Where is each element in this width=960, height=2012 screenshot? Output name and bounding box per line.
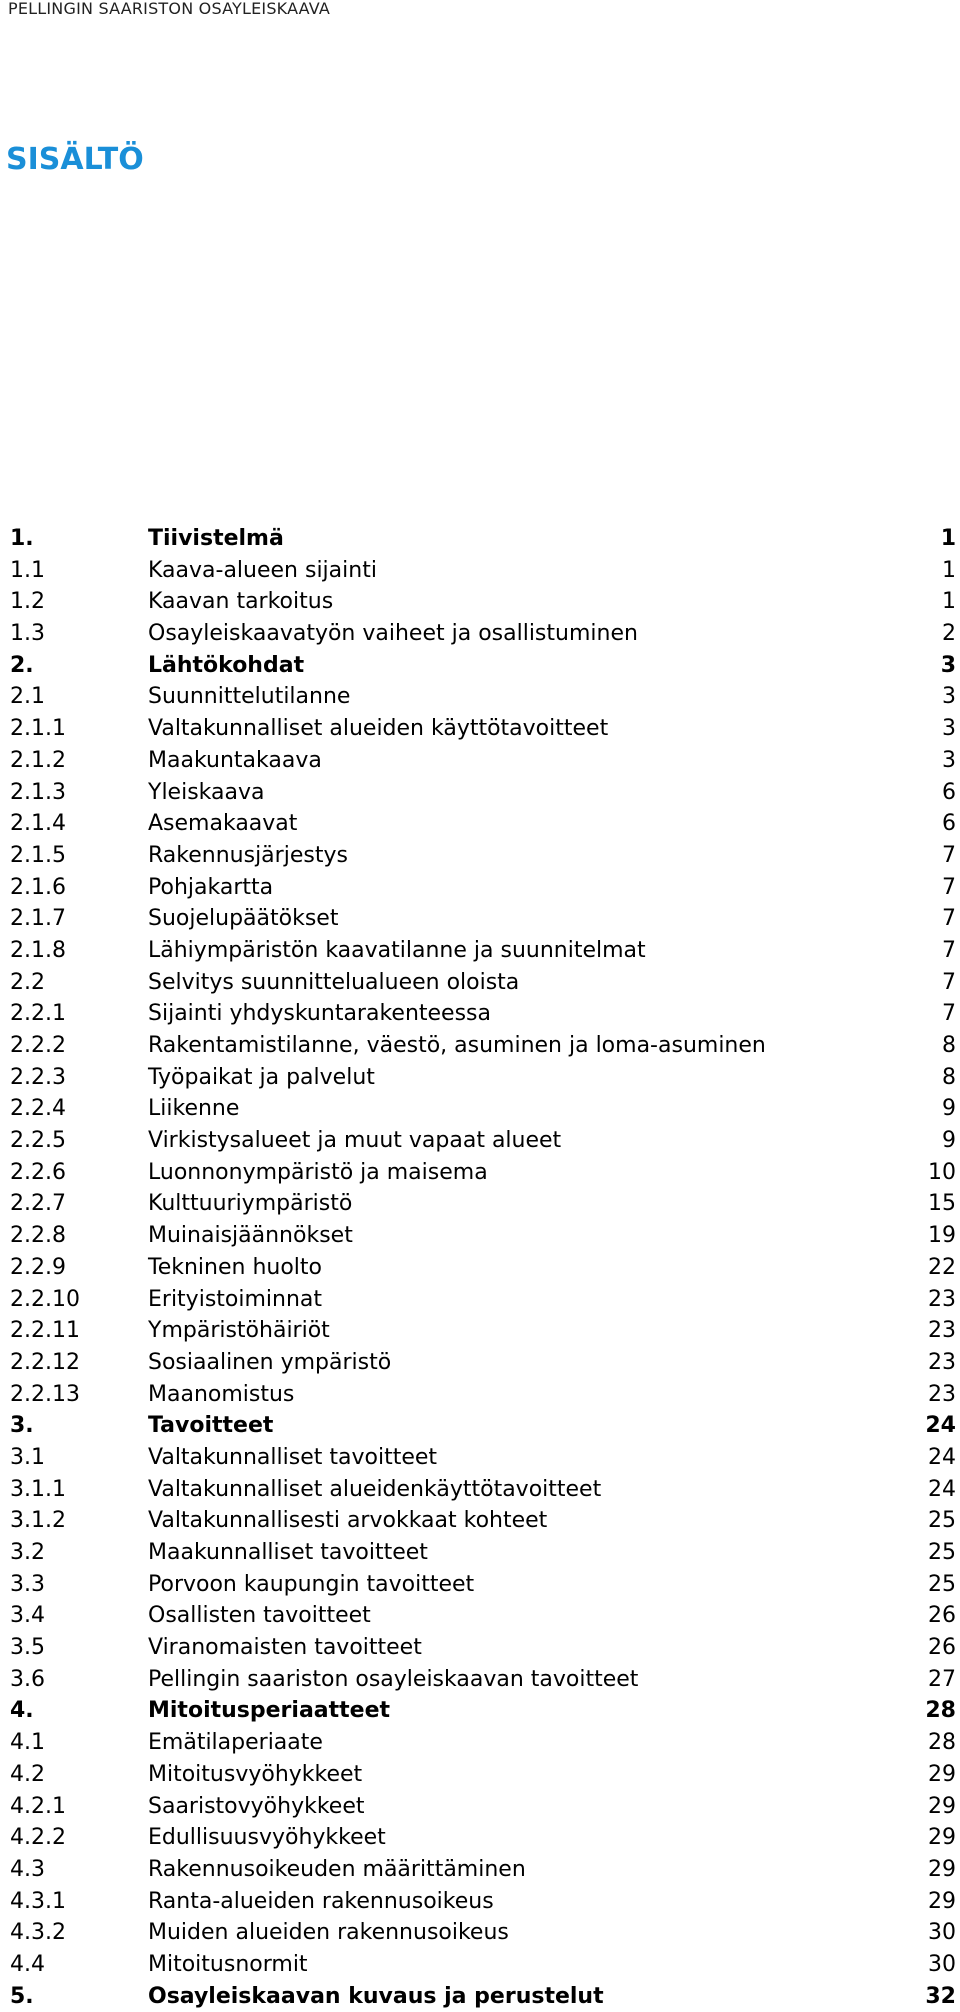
- toc-entry-page: 19: [928, 1223, 956, 1249]
- toc-entry-title: Kulttuuriympäristö: [148, 1191, 353, 1217]
- toc-entry-page: 1: [940, 526, 956, 551]
- toc-entry-title: Sosiaalinen ympäristö: [148, 1349, 392, 1375]
- toc-entry[interactable]: [10, 555, 956, 587]
- toc-entry-page: 7: [942, 1001, 956, 1027]
- toc-entry-title: Mitoitusperiaatteet: [148, 1698, 391, 1724]
- toc-entry-number: 2.2.6: [10, 1159, 66, 1185]
- toc-entry-title: Virkistysalueet ja muut vapaat alueet: [148, 1128, 562, 1154]
- toc-entry-number: 2.2.5: [10, 1128, 66, 1154]
- toc-entry[interactable]: [10, 1410, 956, 1442]
- toc-entry-number: 2.1.2: [10, 747, 66, 773]
- toc-entry-title: Yleiskaava: [148, 779, 265, 805]
- toc-entry-number: 2.2.9: [10, 1254, 66, 1280]
- toc-entry-number: 2.2.13: [10, 1381, 80, 1407]
- toc-entry-number: 4.4: [10, 1951, 45, 1977]
- toc-entry-page: 27: [928, 1666, 956, 1692]
- toc-entry[interactable]: [10, 808, 956, 840]
- toc-entry-page: 6: [942, 811, 956, 837]
- toc-entry-page: 29: [928, 1761, 956, 1787]
- toc-entry-number: 4.2.2: [10, 1825, 66, 1851]
- toc-entry-page: 30: [928, 1920, 956, 1946]
- toc-entry-number: 2.2.10: [10, 1286, 80, 1312]
- toc-entry-title: Ympäristöhäiriöt: [148, 1318, 330, 1344]
- toc-entry[interactable]: [10, 1537, 956, 1569]
- toc-entry-page: 8: [942, 1064, 956, 1090]
- toc-entry[interactable]: [10, 618, 956, 650]
- toc-entry[interactable]: [10, 1949, 956, 1981]
- toc-entry-title: Maanomistus: [148, 1381, 295, 1407]
- toc-entry-title: Saaristovyöhykkeet: [148, 1793, 365, 1819]
- toc-entry-title: Valtakunnalliset tavoitteet: [148, 1444, 438, 1470]
- toc-entry-number: 4.2.1: [10, 1793, 66, 1819]
- toc-entry-page: 9: [942, 1096, 956, 1122]
- toc-entry-page: 1: [942, 589, 956, 615]
- toc-entry-number: 1.3: [10, 621, 45, 647]
- toc-entry-title: Valtakunnallisesti arvokkaat kohteet: [148, 1508, 548, 1534]
- toc-entry-number: 5.: [10, 1983, 34, 2009]
- toc-entry-title: Mitoitusvyöhykkeet: [148, 1761, 363, 1787]
- toc-entry-number: 4.3.1: [10, 1888, 66, 1914]
- toc-entry-title: Osallisten tavoitteet: [148, 1603, 371, 1629]
- toc-entry[interactable]: [10, 745, 956, 777]
- toc-entry[interactable]: [10, 713, 956, 745]
- toc-entry-number: 2.2.4: [10, 1096, 66, 1122]
- toc-entry-title: Viranomaisten tavoitteet: [148, 1635, 422, 1661]
- table-of-contents: [10, 523, 956, 2012]
- toc-entry-title: Lähtökohdat: [148, 652, 305, 678]
- toc-entry-page: 25: [928, 1508, 956, 1534]
- toc-entry-title: Erityistoiminnat: [148, 1286, 323, 1312]
- toc-entry-page: 3: [942, 716, 956, 742]
- toc-entry-number: 3.3: [10, 1571, 45, 1597]
- toc-entry-number: 2.1.4: [10, 811, 66, 837]
- toc-entry-page: 26: [928, 1635, 956, 1661]
- toc-entry[interactable]: [10, 1759, 956, 1791]
- toc-entry-title: Suojelupäätökset: [148, 906, 339, 932]
- toc-entry-page: 3: [942, 747, 956, 773]
- toc-entry-page: 9: [942, 1128, 956, 1154]
- toc-entry-number: 2.2.1: [10, 1001, 66, 1027]
- toc-entry[interactable]: [10, 1474, 956, 1506]
- toc-entry-title: Maakuntakaava: [148, 747, 322, 773]
- toc-entry-number: 2.2.12: [10, 1349, 80, 1375]
- toc-entry-page: 8: [942, 1033, 956, 1058]
- toc-entry-number: 2.2.3: [10, 1064, 66, 1090]
- toc-entry[interactable]: [10, 1188, 956, 1220]
- toc-entry-number: 4.2: [10, 1761, 45, 1787]
- toc-entry-page: 7: [942, 874, 956, 900]
- toc-entry[interactable]: [10, 1695, 956, 1727]
- toc-entry[interactable]: [10, 1442, 956, 1474]
- toc-entry-title: Tavoitteet: [148, 1413, 274, 1439]
- toc-entry[interactable]: [10, 1347, 956, 1379]
- toc-entry-title: Osayleiskaavan kuvaus ja perustelut: [148, 1983, 604, 2009]
- toc-entry[interactable]: [10, 1727, 956, 1759]
- toc-entry-page: 24: [928, 1476, 956, 1502]
- toc-entry[interactable]: [10, 1917, 956, 1949]
- toc-entry-title: Ranta-alueiden rakennusoikeus: [148, 1888, 494, 1914]
- toc-entry-page: 10: [928, 1159, 956, 1185]
- toc-entry[interactable]: [10, 1062, 956, 1094]
- toc-entry-page: 28: [925, 1698, 956, 1724]
- toc-entry-page: 23: [928, 1286, 956, 1312]
- toc-entry-number: 3.6: [10, 1666, 45, 1692]
- toc-entry[interactable]: [10, 1822, 956, 1854]
- toc-entry-page: 26: [928, 1603, 956, 1629]
- toc-entry-page: 29: [928, 1825, 956, 1851]
- toc-entry-number: 1.: [10, 526, 34, 551]
- toc-entry-title: Kaava-alueen sijainti: [148, 557, 377, 583]
- toc-entry[interactable]: [10, 1791, 956, 1823]
- toc-entry[interactable]: [10, 523, 956, 555]
- toc-entry-page: 29: [928, 1888, 956, 1914]
- toc-entry-title: Lähiympäristön kaavatilanne ja suunnitelmat: [148, 937, 646, 963]
- running-header: PELLINGIN SAARISTON OSAYLEISKAAVA: [8, 0, 331, 18]
- toc-entry[interactable]: [10, 1854, 956, 1886]
- toc-entry-title: Osayleiskaavatyön vaiheet ja osallistuminen: [148, 621, 638, 647]
- toc-entry-number: 4.1: [10, 1730, 45, 1756]
- toc-entry-title: Emätilaperiaate: [148, 1730, 323, 1756]
- toc-entry-page: 23: [928, 1381, 956, 1407]
- toc-entry-title: Mitoitusnormit: [148, 1951, 308, 1977]
- toc-entry-number: 3.1.1: [10, 1476, 66, 1502]
- toc-entry-page: 7: [942, 842, 956, 868]
- toc-entry-title: Muinaisjäännökset: [148, 1223, 353, 1249]
- toc-entry-page: 29: [928, 1856, 956, 1882]
- toc-entry[interactable]: [10, 1632, 956, 1664]
- toc-entry[interactable]: [10, 1157, 956, 1189]
- toc-entry[interactable]: [10, 872, 956, 904]
- toc-entry-page: 23: [928, 1318, 956, 1344]
- toc-entry-title: Pellingin saariston osayleiskaavan tavoitteet: [148, 1666, 639, 1692]
- toc-entry-number: 2.2.8: [10, 1223, 66, 1249]
- toc-entry-page: 1: [942, 557, 956, 583]
- toc-entry[interactable]: [10, 967, 956, 999]
- toc-entry-title: Rakentamistilanne, väestö, asuminen ja loma-asuminen: [148, 1033, 766, 1058]
- toc-entry-number: 2.2.2: [10, 1033, 66, 1058]
- toc-entry-page: 6: [942, 779, 956, 805]
- toc-entry[interactable]: [10, 1093, 956, 1125]
- toc-entry[interactable]: [10, 1252, 956, 1284]
- toc-entry[interactable]: [10, 650, 956, 682]
- toc-entry[interactable]: [10, 1600, 956, 1632]
- toc-entry[interactable]: [10, 586, 956, 618]
- toc-entry-number: 4.: [10, 1698, 34, 1724]
- toc-entry-page: 3: [942, 684, 956, 710]
- toc-entry-page: 23: [928, 1349, 956, 1375]
- toc-entry-title: Valtakunnalliset alueidenkäyttötavoitteet: [148, 1476, 602, 1502]
- toc-entry-title: Valtakunnalliset alueiden käyttötavoitteet: [148, 716, 609, 742]
- toc-entry-number: 1.1: [10, 557, 45, 583]
- toc-entry[interactable]: [10, 777, 956, 809]
- toc-entry-title: Pohjakartta: [148, 874, 274, 900]
- toc-entry-number: 3.5: [10, 1635, 45, 1661]
- toc-entry[interactable]: [10, 998, 956, 1030]
- toc-entry[interactable]: [10, 1886, 956, 1918]
- toc-entry[interactable]: [10, 1284, 956, 1316]
- page-title: SISÄLTÖ: [6, 142, 144, 177]
- toc-entry-number: 2.2.11: [10, 1318, 80, 1344]
- toc-entry-number: 2.2: [10, 969, 45, 995]
- toc-entry-number: 4.3.2: [10, 1920, 66, 1946]
- toc-entry-title: Sijainti yhdyskuntarakenteessa: [148, 1001, 491, 1027]
- toc-entry-title: Suunnittelutilanne: [148, 684, 351, 710]
- toc-entry-page: 24: [925, 1413, 956, 1439]
- toc-entry-page: 7: [942, 906, 956, 932]
- toc-entry[interactable]: [10, 1379, 956, 1411]
- toc-entry[interactable]: [10, 903, 956, 935]
- toc-entry-title: Rakennusjärjestys: [148, 842, 348, 868]
- toc-entry[interactable]: [10, 1030, 956, 1062]
- toc-entry-page: 29: [928, 1793, 956, 1819]
- toc-entry-number: 2.1.3: [10, 779, 66, 805]
- toc-entry-page: 24: [928, 1444, 956, 1470]
- toc-entry-number: 3.2: [10, 1540, 45, 1565]
- toc-entry-title: Porvoon kaupungin tavoitteet: [148, 1571, 475, 1597]
- toc-entry-page: 28: [928, 1730, 956, 1756]
- toc-entry[interactable]: [10, 1569, 956, 1601]
- toc-entry[interactable]: [10, 1125, 956, 1157]
- toc-entry-number: 2.1.1: [10, 716, 66, 742]
- toc-entry-page: 3: [940, 652, 956, 678]
- toc-entry-number: 2.1.6: [10, 874, 66, 900]
- toc-entry[interactable]: [10, 840, 956, 872]
- toc-entry-title: Edullisuusvyöhykkeet: [148, 1825, 386, 1851]
- toc-entry-number: 3.4: [10, 1603, 45, 1629]
- toc-entry-page: 2: [942, 621, 956, 647]
- toc-entry-page: 15: [928, 1191, 956, 1217]
- toc-entry-title: Selvitys suunnittelualueen oloista: [148, 969, 520, 995]
- toc-entry-number: 2.1: [10, 684, 45, 710]
- toc-entry-number: 4.3: [10, 1856, 45, 1882]
- toc-entry-title: Tiivistelmä: [148, 526, 284, 551]
- toc-entry-number: 2.1.7: [10, 906, 66, 932]
- toc-entry-number: 3.1: [10, 1444, 45, 1470]
- toc-entry-title: Rakennusoikeuden määrittäminen: [148, 1856, 526, 1882]
- toc-entry-number: 2.2.7: [10, 1191, 66, 1217]
- toc-entry-number: 3.1.2: [10, 1508, 66, 1534]
- toc-entry[interactable]: [10, 1220, 956, 1252]
- toc-entry-number: 2.1.8: [10, 937, 66, 963]
- toc-entry-title: Luonnonympäristö ja maisema: [148, 1159, 488, 1185]
- toc-entry-title: Tekninen huolto: [148, 1254, 322, 1280]
- toc-entry[interactable]: [10, 1505, 956, 1537]
- toc-entry-page: 32: [925, 1983, 956, 2009]
- toc-entry-title: Asemakaavat: [148, 811, 298, 837]
- toc-entry-title: Työpaikat ja palvelut: [148, 1064, 375, 1090]
- toc-entry[interactable]: [10, 1315, 956, 1347]
- toc-entry-number: 3.: [10, 1413, 34, 1439]
- toc-entry-title: Maakunnalliset tavoitteet: [148, 1540, 428, 1565]
- toc-entry-page: 7: [942, 937, 956, 963]
- toc-entry-title: Muiden alueiden rakennusoikeus: [148, 1920, 509, 1946]
- toc-entry-title: Liikenne: [148, 1096, 240, 1122]
- toc-entry[interactable]: [10, 1664, 956, 1696]
- toc-entry[interactable]: [10, 681, 956, 713]
- toc-entry[interactable]: [10, 1981, 956, 2012]
- toc-entry-page: 22: [928, 1254, 956, 1280]
- toc-entry-page: 30: [928, 1951, 956, 1977]
- toc-entry-number: 1.2: [10, 589, 45, 615]
- toc-entry-number: 2.1.5: [10, 842, 66, 868]
- toc-entry[interactable]: [10, 935, 956, 967]
- toc-entry-page: 7: [942, 969, 956, 995]
- toc-entry-number: 2.: [10, 652, 34, 678]
- toc-entry-page: 25: [928, 1571, 956, 1597]
- toc-entry-title: Kaavan tarkoitus: [148, 589, 334, 615]
- toc-entry-page: 25: [928, 1540, 956, 1565]
